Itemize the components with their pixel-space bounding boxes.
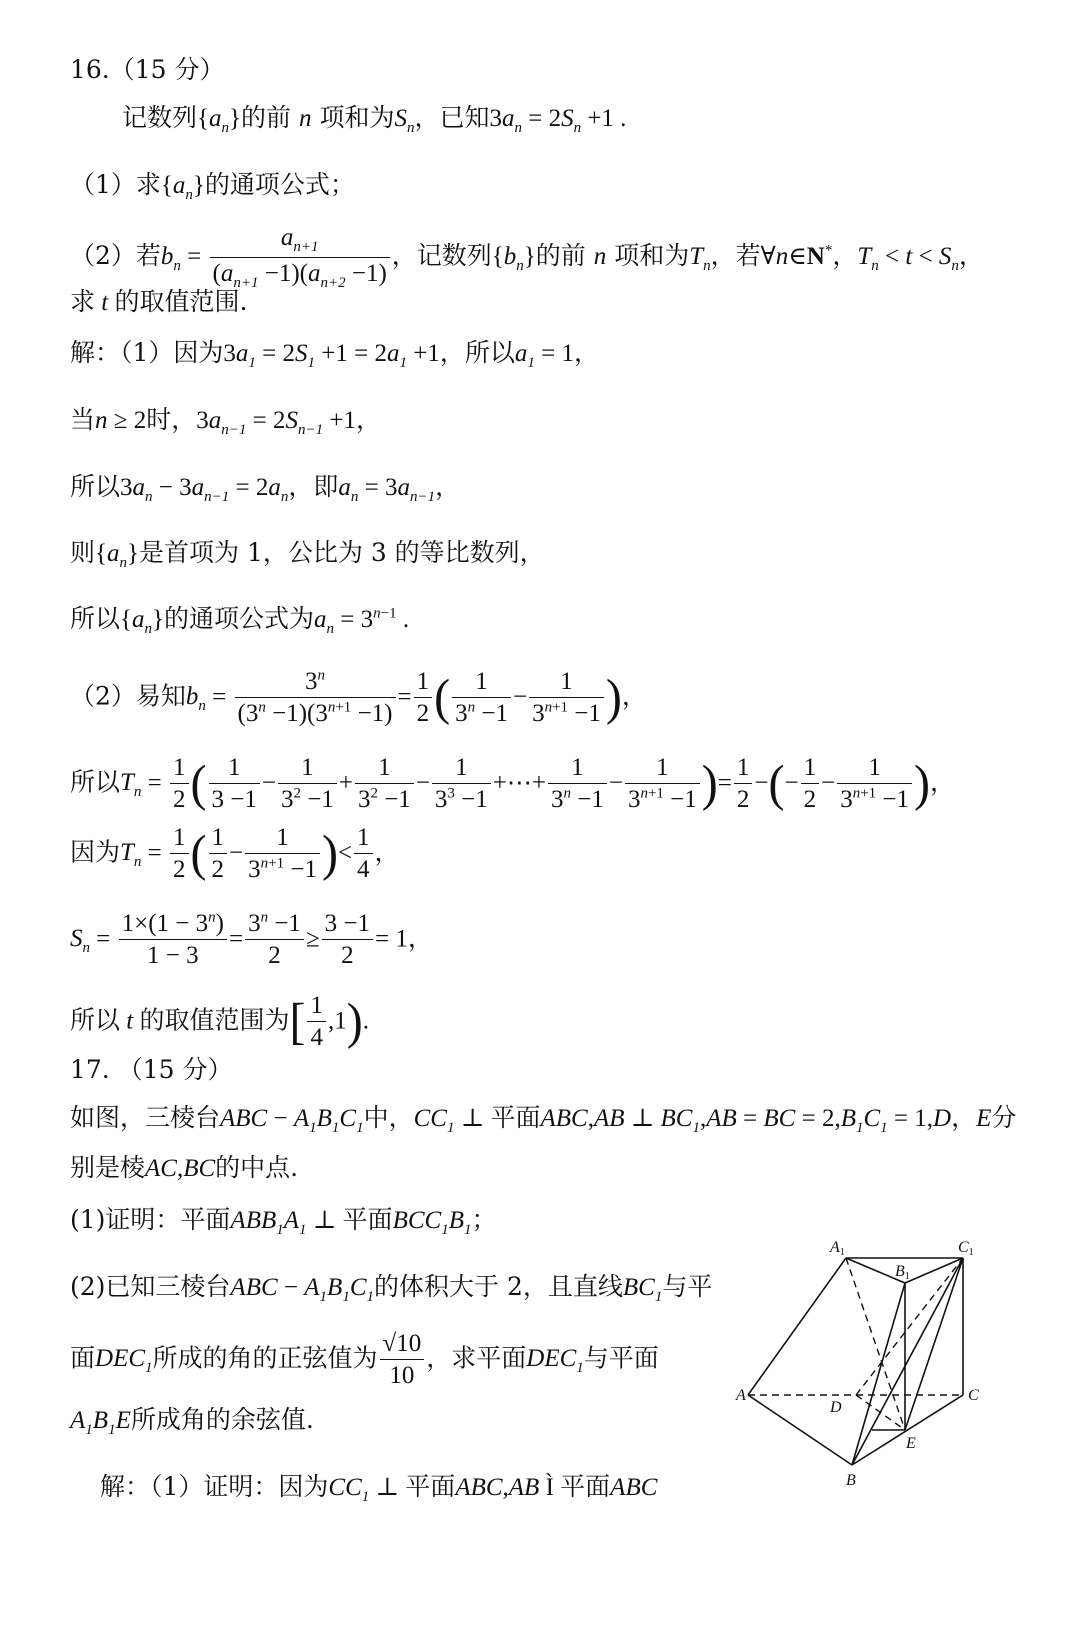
label-c: C	[968, 1387, 979, 1404]
edge-ec1	[905, 1258, 963, 1430]
q16-sol-line9: $S_n$ = $\frac{1\times(1 - 3^n)}{1 - 3}$ = $\frac{3^n -1}{2}$ ≥ $\frac{3 -1}{2}$ = 1，	[70, 909, 433, 970]
figure-hidden-edges	[748, 1258, 963, 1430]
edge-aa1	[748, 1258, 846, 1395]
q16-part1: （1）求$\{a_n\}$的通项公式；	[70, 170, 355, 203]
q16-sol-line10: 所以 t 的取值范围为[ $\frac{1}{4}$ ,1).	[70, 992, 369, 1052]
q17-part2-line2: 面$DEC_1$所成的角的正弦值为 $\frac{√10}{10}$ ，求平面$DEC_1$与平面	[70, 1330, 659, 1390]
q16-sol-line1: 解：（1）因为$3a_1 = 2S_1 +1 = 2a_1 +1$，所以$a_1 = 1$，	[70, 338, 599, 371]
q17-part2: (2)已知三棱台ABC − $A_1B_1C_1$的体积大于 2，且直线$BC_1$与平	[70, 1272, 713, 1305]
label-a1: A1	[830, 1239, 845, 1258]
q16-sol-line5: 所以$\{a_n\}$的通项公式为$a_n = 3^{n-1}$ .	[70, 604, 410, 637]
edge-bb1	[852, 1283, 905, 1465]
label-b1: B1	[895, 1263, 910, 1282]
label-b: B	[846, 1472, 856, 1489]
q17-header: 17. （15 分）	[70, 1055, 233, 1084]
q17-solution: 解：（1）证明：因为$CC_1$ ⊥ 平面ABC,AB Ì 平面ABC	[100, 1472, 658, 1505]
q16-part2: （2）若$b_n$ = $\frac{a_{n+1}}{(a_{n+1} -1)(a_{n+2} -1)}$ ，记数列$\{b_n\}$的前 n 项和为$T_n$，若∀n∈N*，$T_n < t < S_n$，	[70, 224, 984, 291]
q16-part2-line2: 求 t 的取值范围.	[70, 287, 248, 316]
frustum-figure	[736, 1239, 1038, 1490]
q16-sol-line2: 当n ≥ 2时，$3a_{n-1} = 2S_{n-1} +1$，	[70, 405, 381, 438]
figure-solid-edges	[748, 1258, 963, 1465]
q16-sol-line3: 所以$3a_n - 3a_{n-1} = 2a_n$，即$a_n = 3a_{n-1}$，	[70, 472, 461, 505]
edge-b1c1	[905, 1258, 963, 1283]
q16-sol-line4: 则$\{a_n\}$是首项为 1，公比为 3 的等比数列，	[70, 538, 545, 571]
q17-part2-line3: $A_1B_1E$所成角的余弦值.	[70, 1405, 314, 1438]
label-a: A	[736, 1387, 746, 1404]
q16-sol-line6: （2）易知$b_n$ = $\frac{3^n}{(3^n -1)(3^{n+1} -1)}$ = $\frac{1}{2}$ ( $\frac{1}{3^n -1}$ − $\frac{1}{3^{n+1} -1}$ )，	[70, 667, 647, 728]
q16-sol-line7: 所以$T_n$ = $\frac{1}{2}$ ( $\frac{1}{3 -1}$ − $\frac{1}{3^2 -1}$ + $\frac{1}{3^2 -1}$ − $\frac{1}{3^3 -1}$ +⋯+ $\frac{1}{3^n -1}$ − $\frac{1}{3^{n+1} -1}$ )= $\frac{1}{2}$ −(− $\frac{1}{2}$ − $\frac{1}{3^{n+1} -1}$ )，	[70, 754, 956, 814]
label-e: E	[906, 1435, 916, 1452]
label-c1: C1	[958, 1239, 974, 1258]
q17-intro: 如图，三棱台ABC − $A_1B_1C_1$中，$CC_1$ ⊥ 平面ABC,AB ⊥ $BC_1,AB$ = BC = $2,B_1C_1 = 1,D$，E分	[70, 1103, 1017, 1136]
q17-intro-line2: 别是棱AC,BC的中点.	[70, 1153, 299, 1182]
edge-bc1	[852, 1258, 963, 1465]
q17-part1: (1)证明：平面$ABB_1A_1$ ⊥ 平面$BCC_1B_1$；	[70, 1205, 497, 1238]
q16-header: 16.（15 分）	[70, 55, 225, 84]
q16-intro: 记数列$\{a_n\}$的前 n 项和为$S_n$，已知$3a_n = 2S_n +1$ .	[122, 103, 627, 136]
label-d: D	[830, 1399, 842, 1416]
q16-sol-line8: 因为$T_n$ = $\frac{1}{2}$ ( $\frac{1}{2}$ − $\frac{1}{3^{n+1} -1}$ )< $\frac{1}{4}$ ，	[70, 824, 400, 884]
